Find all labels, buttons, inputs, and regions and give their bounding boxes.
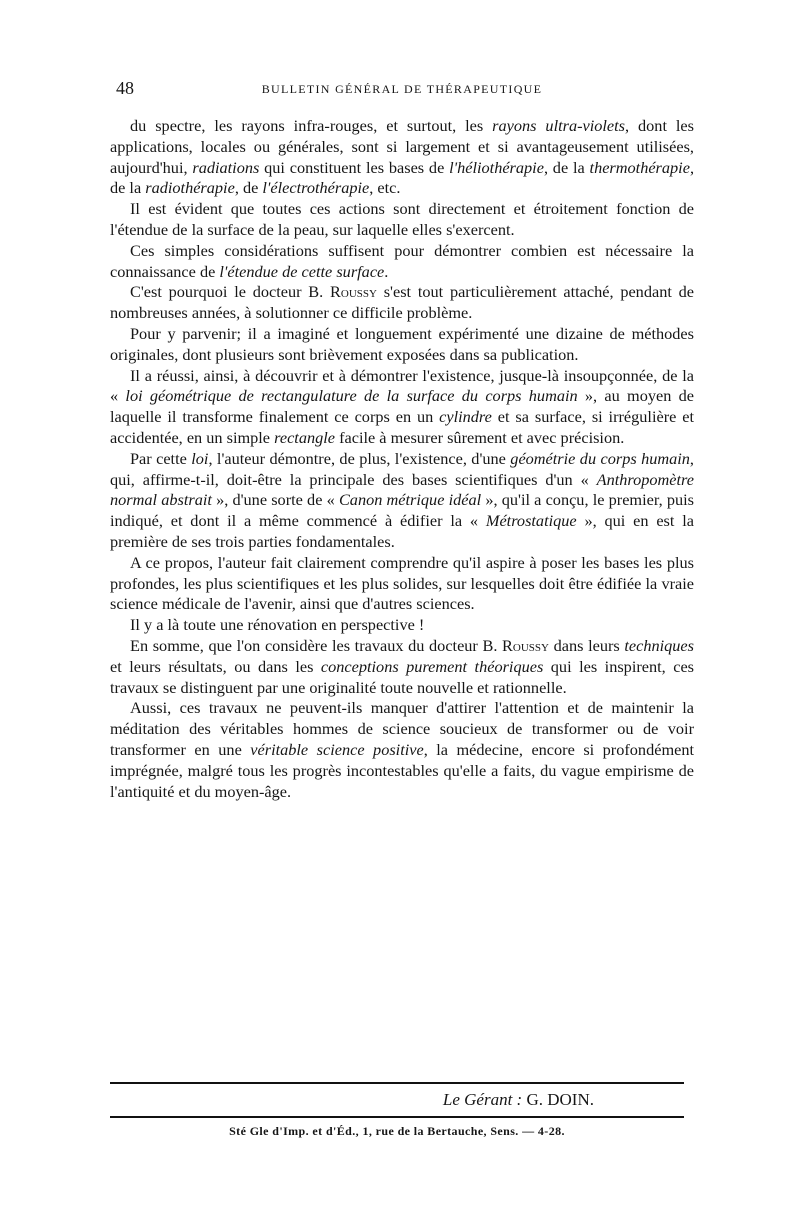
gerant-name: G. DOIN. — [526, 1090, 594, 1109]
footer-rule-bottom — [110, 1116, 684, 1118]
text-run: Il a réussi, ainsi, à découvrir et à démontrer l'existence, jusque-là insoupçonnée, de la « — [110, 365, 694, 406]
paragraph — [110, 615, 694, 636]
text-run: et leurs résultats, ou dans les — [110, 656, 321, 676]
text-run: , qui, affirme-t-il, doit-être la principale des bases scientifiques d'un « — [110, 448, 694, 489]
text-run: et sa surface, si irrégulière et accidentée, en un simple — [110, 407, 694, 447]
text-run: Aussi, ces travaux ne peuvent-ils manquer d'attirer l'attention et de maintenir la méditation des véritables hommes de science soucieux de transformer ou de voir transformer en une — [110, 698, 694, 759]
italic-run: thermothérapie — [589, 157, 690, 177]
text-run: facile à mesurer sûrement et avec précision. — [335, 427, 625, 447]
text-run: Il est évident que toutes ces actions sont directement et étroitement fonction de l'étendue de la surface de la peau, sur laquelle elles s'exercent. — [110, 199, 694, 239]
text-run: Pour y parvenir; il a imaginé et longuement expérimenté une dizaine de méthodes originales, dont plusieurs sont brièvement exposées dans sa publication. — [110, 323, 694, 364]
text-run: , l'auteur démontre, de plus, l'existence, d'une — [208, 448, 511, 468]
text-run: qui les inspirent, ces travaux se distinguent par une originalité toute nouvelle et rationnelle. — [110, 656, 695, 697]
text-run: Il y a là toute une rénovation en perspective ! — [130, 615, 425, 635]
paragraph — [110, 324, 694, 366]
italic-run: géométrie du corps humain — [510, 448, 690, 468]
paragraph — [110, 553, 694, 615]
text-run: Par cette — [130, 448, 192, 468]
gerant-line — [443, 1090, 594, 1110]
small-caps-run: Roussy — [330, 282, 377, 302]
italic-run: véritable science positive — [250, 739, 424, 759]
italic-run: techniques — [624, 635, 694, 655]
text-run: A ce propos, l'auteur fait clairement comprendre qu'il aspire à poser les bases les plus profondes, les plus scientifiques et les plus solides, sur lesquelles doit être édifiée la vraie science médicale de l'avenir, ainsi que d'autres sciences. — [110, 552, 694, 614]
paragraph — [110, 449, 694, 553]
gerant-label: Le Gérant : — [442, 1090, 523, 1109]
text-run: dans leurs — [548, 635, 625, 655]
text-run: qui constituent les bases de — [259, 157, 450, 177]
italic-run: l'héliothérapie — [449, 157, 544, 177]
page-number: 48 — [116, 78, 134, 98]
text-run: C'est pourquoi le docteur B. — [130, 282, 331, 302]
italic-run: loi géométrique de rectangulature de la surface du corps humain — [125, 386, 578, 406]
paragraph — [110, 636, 694, 698]
paragraph — [110, 116, 694, 199]
paragraph — [110, 366, 694, 449]
page-header — [116, 78, 688, 100]
italic-run: radiothérapie — [145, 178, 235, 198]
text-run: , de — [234, 178, 263, 198]
paragraph — [110, 241, 694, 283]
printer-imprint: Sté Gle d'Imp. et d'Éd., 1, rue de la Bertauche, Sens. — 4-28. — [229, 1124, 565, 1138]
italic-run: Anthropomètre normal abstrait — [110, 469, 694, 510]
paragraph — [110, 698, 694, 802]
text-run: . — [384, 261, 389, 281]
italic-run: rayons ultra-violets — [492, 116, 626, 135]
italic-run: l'étendue de cette surface — [219, 261, 385, 281]
text-run: , la médecine, encore si profondément imprégnée, malgré tous les progrès incontestables qu'elle a faits, du vague empirisme de l'antiquité et du moyen-âge. — [110, 739, 694, 801]
footer-rule-top — [110, 1082, 684, 1084]
text-run: », qu'il a conçu, le premier, puis indiqué, et dont il a même commencé à édifier la « — [110, 490, 694, 531]
italic-run: Canon métrique idéal — [338, 490, 482, 510]
italic-run: loi — [191, 448, 209, 468]
italic-run: l'électrothérapie — [262, 178, 370, 198]
text-run: , de la — [543, 157, 590, 177]
running-title: BULLETIN GÉNÉRAL DE THÉRAPEUTIQUE — [261, 82, 543, 96]
italic-run: Métrostatique — [485, 511, 577, 531]
body-text — [110, 116, 694, 802]
text-run: , de la — [110, 157, 695, 198]
paragraph — [110, 282, 694, 324]
text-run: En somme, que l'on considère les travaux du docteur B. — [130, 635, 503, 655]
text-run: », d'une sorte de « — [211, 490, 339, 510]
text-run: », au moyen de laquelle il transforme finalement ce corps en un — [110, 386, 694, 427]
italic-run: rectangle — [274, 427, 335, 447]
text-run: , dont les applications, locales ou générales, sont si largement et si avantageusement utilisées, aujourd'hui, — [110, 116, 694, 177]
text-run: Ces simples considérations suffisent pour démontrer combien est nécessaire la connaissance de — [110, 240, 694, 281]
paragraph — [110, 199, 694, 241]
italic-run: radiations — [192, 157, 260, 177]
text-run: , etc. — [369, 178, 401, 198]
italic-run: conceptions purement théoriques — [320, 656, 544, 676]
text-run: du spectre, les rayons infra-rouges, et surtout, les — [130, 116, 493, 135]
italic-run: cylindre — [439, 407, 492, 427]
text-run: s'est tout particulièrement attaché, pendant de nombreuses années, à solutionner ce difficile problème. — [110, 282, 694, 323]
text-run: », qui en est la première de ses trois parties fondamentales. — [110, 511, 694, 551]
small-caps-run: Roussy — [502, 635, 549, 655]
